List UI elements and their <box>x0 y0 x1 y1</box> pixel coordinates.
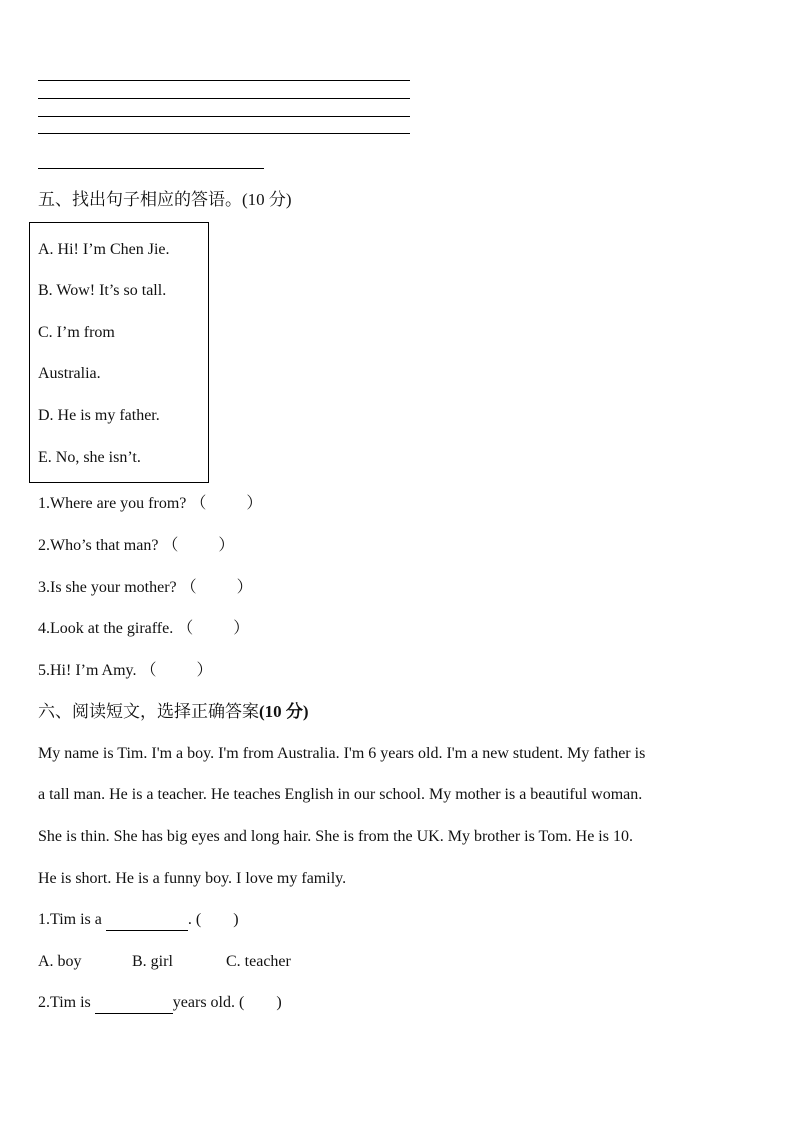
answer-paren[interactable]: （ ） <box>177 620 250 637</box>
choice-b[interactable]: B. girl <box>132 953 173 970</box>
passage-line-2: a tall man. He is a teacher. He teaches English in our school. My mother is a beautiful woman. <box>38 786 643 803</box>
passage-line-1: My name is Tim. I'm a boy. I'm from Australia. I'm 6 years old. I'm a new student. My father is <box>38 745 646 762</box>
option-c-continued: Australia. <box>38 365 101 382</box>
answer-paren[interactable]: （ ） <box>140 662 213 679</box>
question-3 <box>38 578 253 598</box>
question-4-text: 4.Look at the giraffe. <box>38 620 174 637</box>
reading-question-2-prefix: 2.Tim is <box>38 994 95 1011</box>
section5-heading: 五、找出句子相应的答语。(10 分) <box>38 190 292 209</box>
question-2 <box>38 536 234 556</box>
fill-blank[interactable] <box>106 910 188 931</box>
answer-line-4 <box>38 133 410 134</box>
question-5 <box>38 661 213 681</box>
reading-question-2 <box>38 993 282 1014</box>
question-5-text: 5.Hi! I’m Amy. <box>38 662 137 679</box>
question-1 <box>38 494 262 514</box>
answer-paren[interactable]: （ ） <box>180 579 253 596</box>
reading-question-1-suffix[interactable]: . ( ) <box>187 911 239 928</box>
choice-a[interactable]: A. boy <box>38 953 82 970</box>
answer-line-5 <box>38 168 264 169</box>
option-e: E. No, she isn’t. <box>38 449 141 466</box>
question-2-text: 2.Who’s that man? <box>38 537 159 554</box>
question-4 <box>38 619 249 639</box>
answer-paren[interactable]: （ ） <box>190 495 263 512</box>
section6-heading <box>38 702 309 722</box>
option-b: B. Wow! It’s so tall. <box>38 282 167 299</box>
reading-question-1-prefix: 1.Tim is a <box>38 911 106 928</box>
passage-line-4: He is short. He is a funny boy. I love my family. <box>38 870 347 887</box>
choice-c[interactable]: C. teacher <box>226 953 291 970</box>
question-1-text: 1.Where are you from? <box>38 495 187 512</box>
options-box <box>29 222 209 483</box>
section6-heading-text: 六、阅读短文，选择正确答案 <box>38 702 259 721</box>
answer-line-1 <box>38 80 410 81</box>
section6-heading-score: (10 分) <box>259 702 309 721</box>
answer-line-3 <box>38 116 410 117</box>
reading-question-1-choices <box>38 952 291 972</box>
answer-paren[interactable]: （ ） <box>162 537 235 554</box>
answer-line-2 <box>38 98 410 99</box>
option-a: A. Hi! I’m Chen Jie. <box>38 241 170 258</box>
option-c: C. I’m from <box>38 324 115 341</box>
reading-question-1 <box>38 910 239 931</box>
option-d: D. He is my father. <box>38 407 160 424</box>
fill-blank[interactable] <box>95 993 173 1014</box>
passage-line-3: She is thin. She has big eyes and long hair. She is from the UK. My brother is Tom. He is 10. <box>38 828 633 845</box>
question-3-text: 3.Is she your mother? <box>38 579 177 596</box>
reading-question-2-suffix[interactable]: years old. ( ) <box>172 994 282 1011</box>
